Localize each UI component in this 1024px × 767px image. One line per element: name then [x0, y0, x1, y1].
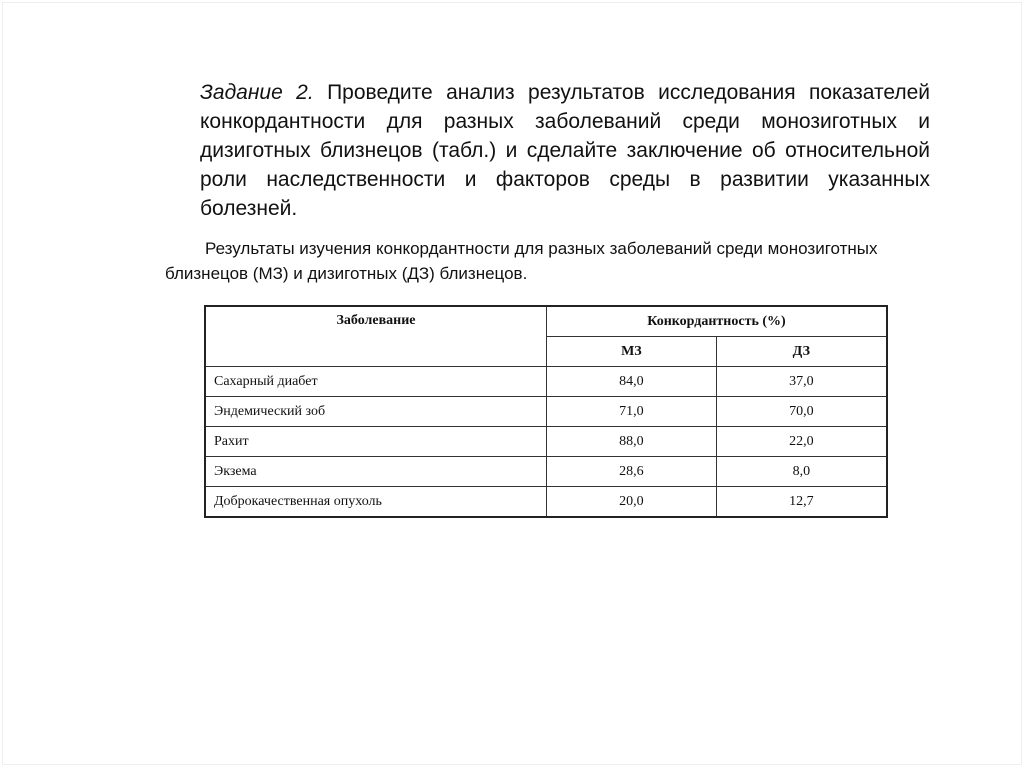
cell-dz: 8,0 [716, 457, 887, 487]
cell-disease: Экзема [205, 457, 547, 487]
header-dz: ДЗ [716, 337, 887, 367]
cell-dz: 22,0 [716, 427, 887, 457]
task-paragraph [200, 78, 930, 223]
cell-mz: 84,0 [547, 367, 717, 397]
table-row [205, 427, 887, 457]
cell-disease: Рахит [205, 427, 547, 457]
table-row [205, 487, 887, 518]
cell-dz: 37,0 [716, 367, 887, 397]
task-label: Задание 2. [200, 81, 314, 104]
header-mz: МЗ [547, 337, 717, 367]
cell-dz: 12,7 [716, 487, 887, 518]
header-disease: Заболевание [205, 306, 547, 367]
task-text: Проведите анализ результатов исследования показателей конкордантности для разных заболеваний среди монозиготных и дизиготных близнецов (табл.) и сделайте заключение об относительной роли наследственности и факторов среды в развитии указанных болезней. [200, 81, 930, 220]
table-row [205, 457, 887, 487]
table-row [205, 397, 887, 427]
table-row [205, 367, 887, 397]
cell-mz: 71,0 [547, 397, 717, 427]
cell-disease: Доброкачественная опухоль [205, 487, 547, 518]
concordance-table [204, 305, 888, 518]
table-caption: Результаты изучения конкордантности для разных заболеваний среди монозиготных близнецов (МЗ) и дизиготных (ДЗ) близнецов. [165, 239, 878, 283]
cell-mz: 28,6 [547, 457, 717, 487]
cell-mz: 88,0 [547, 427, 717, 457]
header-concordance: Конкордантность (%) [547, 306, 888, 337]
cell-mz: 20,0 [547, 487, 717, 518]
cell-disease: Сахарный диабет [205, 367, 547, 397]
cell-disease: Эндемический зоб [205, 397, 547, 427]
cell-dz: 70,0 [716, 397, 887, 427]
